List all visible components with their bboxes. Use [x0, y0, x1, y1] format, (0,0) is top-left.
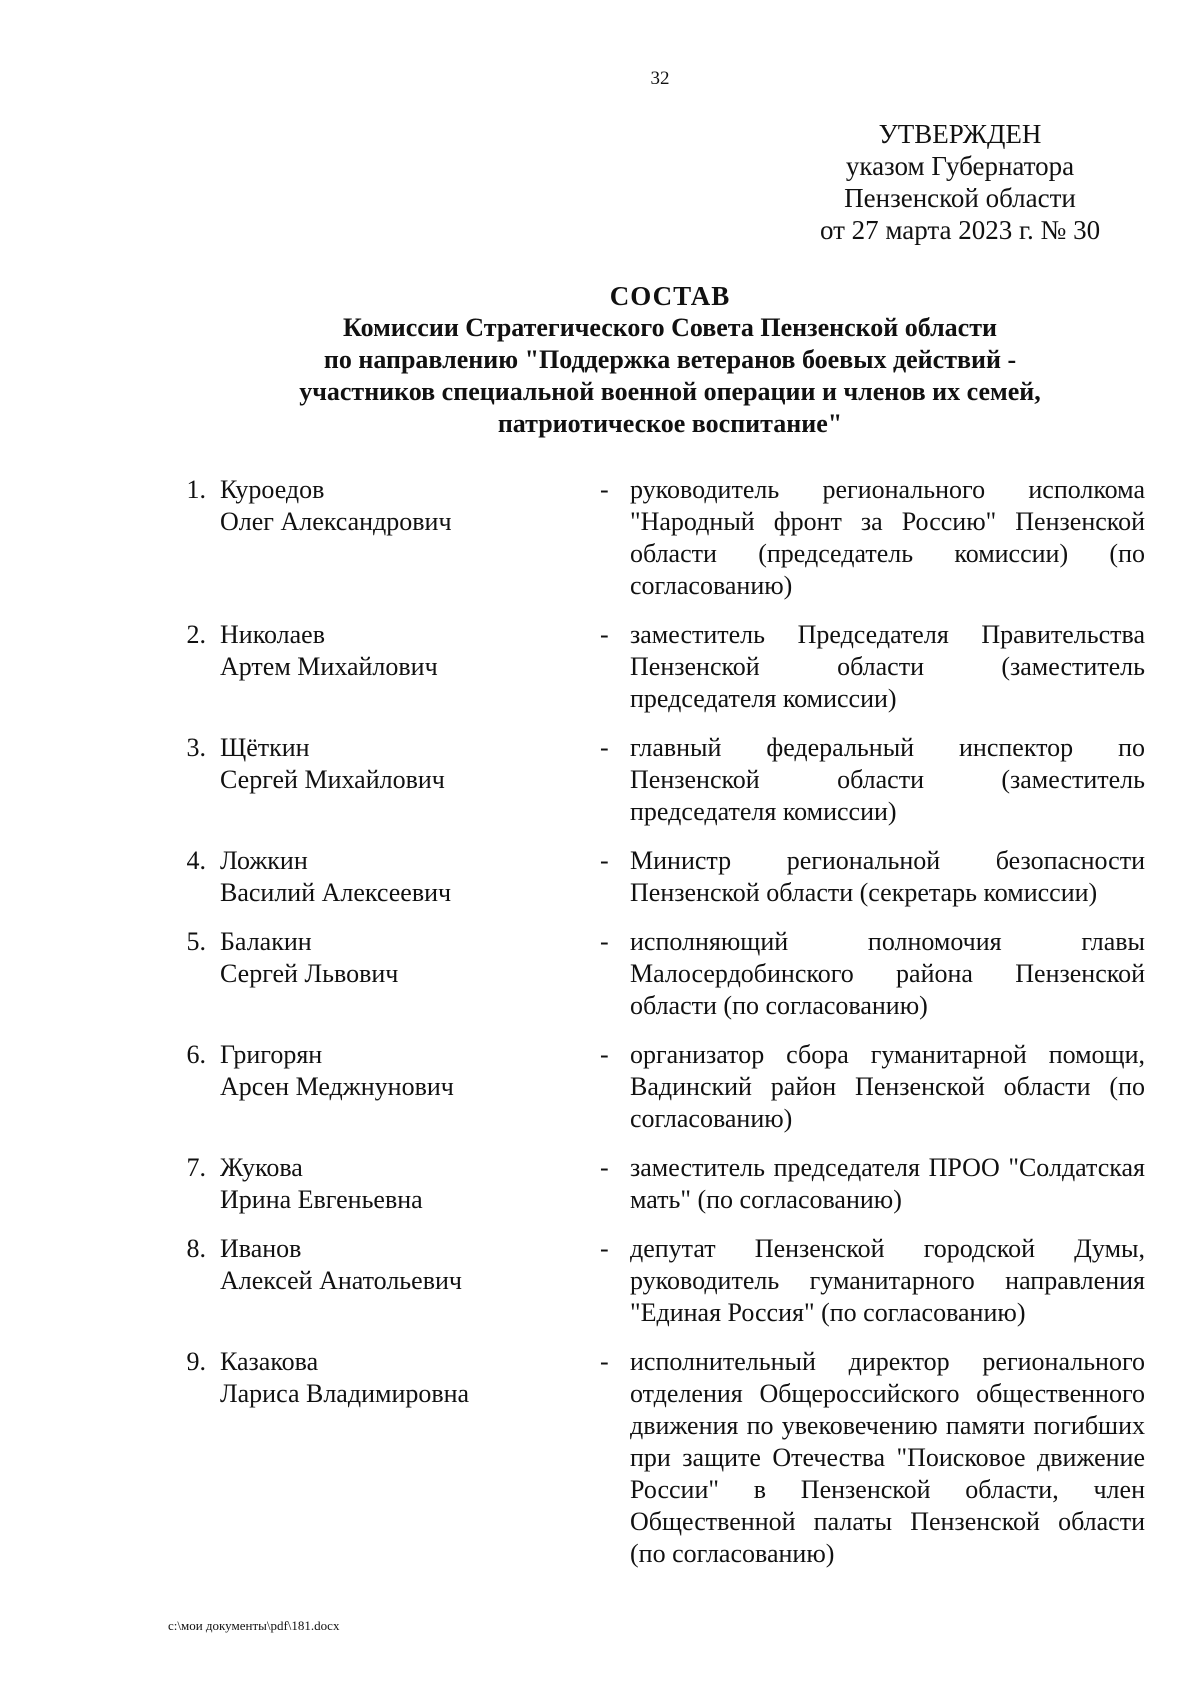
- footer-file-path: c:\мои документы\pdf\181.docx: [168, 1618, 340, 1633]
- member-number: 2.: [186, 620, 206, 649]
- member-number: 3.: [186, 733, 206, 762]
- member-number: 4.: [186, 846, 206, 875]
- member-name: [206, 1233, 586, 1329]
- member-name: [206, 926, 586, 1022]
- member-given-name: Арсен Меджнунович: [220, 1072, 454, 1101]
- member-name: [206, 1152, 586, 1216]
- member-number: 8.: [186, 1234, 206, 1263]
- member-number: 5.: [186, 927, 206, 956]
- member-given-name: Лариса Владимировна: [220, 1379, 470, 1408]
- member-dash: -: [600, 1153, 609, 1182]
- member-given-name: Артем Михайлович: [220, 652, 438, 681]
- list-item: [150, 619, 1160, 715]
- member-name: [206, 619, 586, 715]
- member-dash: -: [600, 475, 609, 504]
- member-role: исполняющий полномочия главы Малосердобинского района Пензенской области (по согласованию): [630, 927, 1145, 1020]
- member-surname: Жукова: [220, 1153, 303, 1182]
- member-given-name: Сергей Михайлович: [220, 765, 445, 794]
- member-given-name: Сергей Львович: [220, 959, 399, 988]
- member-role: Министр региональной безопасности Пензенской области (секретарь комиссии): [630, 846, 1145, 907]
- approval-heading: УТВЕРЖДЕН: [878, 119, 1042, 149]
- member-given-name: Олег Александрович: [220, 507, 452, 536]
- member-dash: -: [600, 927, 609, 956]
- member-surname: Щёткин: [220, 733, 310, 762]
- member-name: [206, 1039, 586, 1135]
- title-main: СОСТАВ: [609, 281, 731, 311]
- member-dash: -: [600, 1040, 609, 1069]
- list-item: [150, 926, 1160, 1022]
- document-title: [180, 280, 1160, 440]
- list-item: [150, 1152, 1160, 1216]
- member-role: руководитель регионального исполкома "Народный фронт за Россию" Пензенской области (председатель комиссии) (по согласованию): [630, 475, 1145, 600]
- member-surname: Григорян: [220, 1040, 323, 1069]
- member-dash: -: [600, 620, 609, 649]
- member-dash: -: [600, 1347, 609, 1376]
- member-name: [206, 474, 586, 602]
- member-surname: Николаев: [220, 620, 325, 649]
- member-role: депутат Пензенской городской Думы, руководитель гуманитарного направления "Единая Россия" (по согласованию): [630, 1234, 1145, 1327]
- member-name: [206, 1346, 586, 1570]
- title-line: Комиссии Стратегического Совета Пензенской области: [343, 313, 997, 342]
- member-given-name: Василий Алексеевич: [220, 878, 452, 907]
- list-item: [150, 474, 1160, 602]
- title-line: патриотическое воспитание": [497, 409, 843, 438]
- members-list: [150, 474, 1160, 1587]
- approval-date: от 27 марта 2023 г. № 30: [819, 215, 1101, 245]
- member-dash: -: [600, 1234, 609, 1263]
- member-surname: Балакин: [220, 927, 312, 956]
- list-item: [150, 732, 1160, 828]
- member-name: [206, 845, 586, 909]
- member-dash: -: [600, 733, 609, 762]
- member-number: 9.: [186, 1347, 206, 1376]
- member-number: 1.: [186, 475, 206, 504]
- member-role: исполнительный директор регионального отделения Общероссийского общественного движения по увековечению памяти погибших при защите Отечества "Поисковое движение России" в Пензенской области, член Общественной палаты Пензенской области (по согласованию): [630, 1347, 1145, 1568]
- title-line: участников специальной военной операции и членов их семей,: [299, 377, 1041, 406]
- member-name: [206, 732, 586, 828]
- list-item: [150, 1233, 1160, 1329]
- member-surname: Куроедов: [220, 475, 325, 504]
- approval-stamp-block: [780, 118, 1140, 246]
- list-item: [150, 845, 1160, 909]
- member-given-name: Алексей Анатольевич: [220, 1266, 462, 1295]
- member-role: заместитель председателя ПРОО "Солдатская мать" (по согласованию): [630, 1153, 1145, 1214]
- member-surname: Иванов: [220, 1234, 302, 1263]
- list-item: [150, 1346, 1160, 1570]
- approval-line: указом Губернатора: [845, 151, 1075, 181]
- member-role: организатор сбора гуманитарной помощи, Вадинский район Пензенской области (по согласованию): [630, 1040, 1145, 1133]
- list-item: [150, 1039, 1160, 1135]
- member-given-name: Ирина Евгеньевна: [220, 1185, 423, 1214]
- member-number: 7.: [186, 1153, 206, 1182]
- member-dash: -: [600, 846, 609, 875]
- approval-line: Пензенской области: [844, 183, 1076, 213]
- member-number: 6.: [186, 1040, 206, 1069]
- member-role: заместитель Председателя Правительства Пензенской области (заместитель председателя комиссии): [630, 620, 1145, 713]
- member-surname: Ложкин: [220, 846, 308, 875]
- member-role: главный федеральный инспектор по Пензенской области (заместитель председателя комиссии): [630, 733, 1145, 826]
- member-surname: Казакова: [220, 1347, 319, 1376]
- page-number: 32: [650, 68, 670, 89]
- title-line: по направлению "Поддержка ветеранов боевых действий -: [323, 345, 1017, 374]
